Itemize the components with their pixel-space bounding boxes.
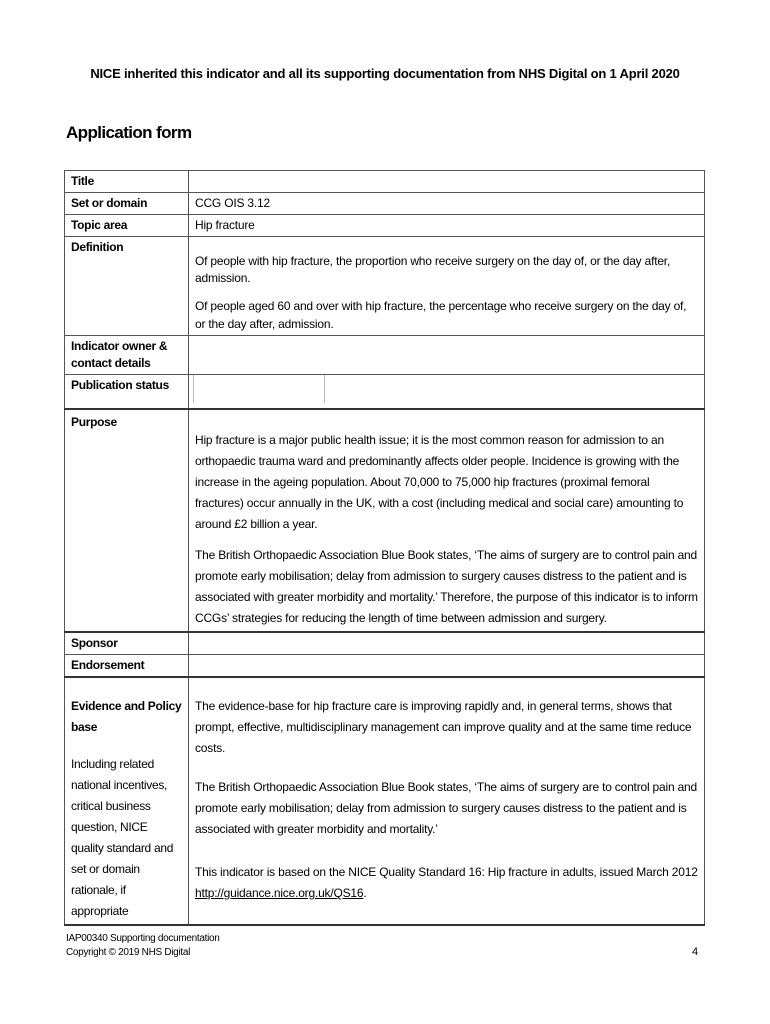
label-title: Title (65, 171, 189, 193)
row-sponsor (65, 632, 705, 655)
value-sponsor (189, 632, 705, 655)
label-topic-area: Topic area (65, 215, 189, 237)
purpose-paragraph-1: Hip fracture is a major public health issue; it is the most common reason for admission to an orthopaedic trauma ward and predominantly affects older people. Incidence is growing with the increase in the ageing population. About 70,000 to 75,000 hip fractures (proximal femoral fractures) occur annually in the UK, with a cost (including medical and social care) amounting to around £2 billion a year. (195, 433, 684, 531)
value-publication-status (189, 375, 705, 410)
row-evidence-policy-base (65, 677, 705, 925)
row-set-or-domain (65, 193, 705, 215)
value-purpose (189, 409, 705, 632)
row-publication-status (65, 375, 705, 410)
evidence-link-suffix: . (363, 886, 367, 900)
row-topic-area (65, 215, 705, 237)
row-purpose (65, 409, 705, 632)
evidence-label-subtitle: Including related national incentives, critical business question, NICE quality standard and set or domain rationale, if appropriate (71, 757, 174, 918)
label-sponsor: Sponsor (65, 632, 189, 655)
value-definition (189, 237, 705, 336)
label-set-or-domain: Set or domain (65, 193, 189, 215)
row-definition (65, 237, 705, 336)
publication-status-empty-cell (193, 375, 325, 403)
page-title: Application form (66, 123, 192, 142)
evidence-paragraph-2: The British Orthopaedic Association Blue Book states, ‘The aims of surgery are to control pain and promote early mobilisation; delay from admission to surgery causes distress to the patient and is associated with greater morbidity and mortality.’ (195, 780, 698, 836)
footer-copyright: Copyright © 2019 NHS Digital (66, 947, 191, 958)
label-endorsement: Endorsement (65, 655, 189, 678)
footer (66, 932, 220, 960)
evidence-paragraph-1: The evidence-base for hip fracture care is improving rapidly and, in general terms, shows that prompt, effective, multidisciplinary management can improve quality and at the same time reduce costs. (195, 699, 692, 755)
application-form-table (64, 170, 705, 926)
qs16-link[interactable]: http://guidance.nice.org.uk/QS16 (195, 886, 364, 900)
footer-doc-ref: IAP00340 Supporting documentation (66, 933, 220, 944)
row-endorsement (65, 655, 705, 678)
label-purpose: Purpose (65, 409, 189, 632)
row-indicator-owner (65, 336, 705, 375)
value-indicator-owner (189, 336, 705, 375)
purpose-paragraph-2: The British Orthopaedic Association Blue Book states, ‘The aims of surgery are to control pain and promote early mobilisation; delay from admission to surgery causes distress to the patient and is associated with greater morbidity and mortality.’ Therefore, the purpose of this indicator is to inform CCGs’ strategies for reducing the length of time between admission and surgery. (195, 548, 698, 625)
value-evidence-policy-base (189, 677, 705, 925)
definition-paragraph-1: Of people with hip fracture, the proportion who receive surgery on the day of, or the day after, admission. (195, 254, 671, 285)
evidence-paragraph-3 (195, 862, 699, 904)
value-set-or-domain: CCG OIS 3.12 (189, 193, 705, 215)
label-evidence-policy-base (65, 677, 189, 925)
value-endorsement (189, 655, 705, 678)
nice-notice-banner: NICE inherited this indicator and all its supporting documentation from NHS Digital on 1 April 2020 (90, 66, 680, 81)
page-number: 4 (692, 946, 699, 958)
label-indicator-owner: Indicator owner & contact details (65, 336, 189, 375)
row-title (65, 171, 705, 193)
evidence-label-title: Evidence and Policy base (71, 699, 182, 734)
value-title (189, 171, 705, 193)
value-topic-area: Hip fracture (189, 215, 705, 237)
label-definition: Definition (65, 237, 189, 336)
evidence-paragraph-3-text: This indicator is based on the NICE Quality Standard 16: Hip fracture in adults, issued March 2012 (195, 865, 698, 879)
label-publication-status: Publication status (65, 375, 189, 410)
definition-paragraph-2: Of people aged 60 and over with hip fracture, the percentage who receive surgery on the day of, or the day after, admission. (195, 299, 687, 331)
